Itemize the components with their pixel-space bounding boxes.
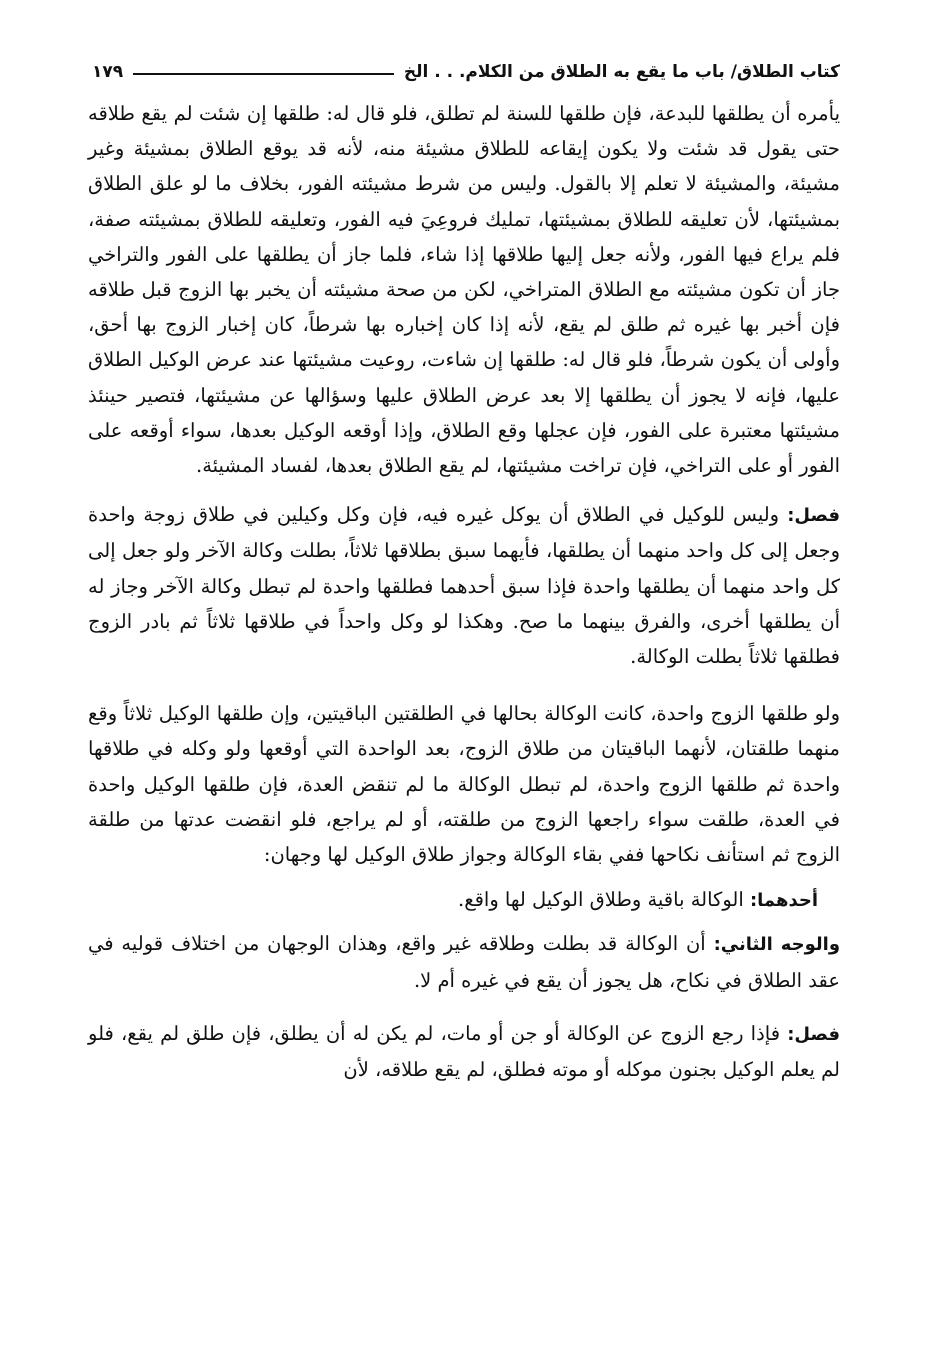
paragraph-text: أن الوكالة قد بطلت وطلاقه غير واقع، وهذان الوجهان من اختلاف قوليه في عقد الطلاق في نكاح، هل يجوز أن يقع في غيره أم لا. xyxy=(88,932,840,992)
paragraph-lead: أحدهما: xyxy=(749,890,818,912)
header-rule xyxy=(133,73,394,75)
paragraph-text: يأمره أن يطلقها للبدعة، فإن طلقها للسنة لم تطلق، فلو قال له: طلقها إن شئت لم يقع طلاقه حتى يقول قد شئت ولا يكون إيقاعه للطلاق مشيئة منه، لأنه قد يوقع الطلاق بمشيئة وغير مشيئة، والمشيئة لا تعلم إلا بالقول. وليس من شرط مشيئته الفور، بخلاف ما لو علق الطلاق بمشيئتها، لأن تعليقه للطلاق بمشيئتها، تمليك فروعِيَ فيه الفور، وتعليقه للطلاق بمشيئته صفة، فلم يراع فيها الفور، ولأنه جعل إليها طلاقها إذا شاء، فلما جاز أن يطلقها على الفور والتراخي جاز أن تكون مشيئته مع الطلاق المتراخي، لكن من صحة مشيئته أن يخبر بها الزوج قبل طلاقه فإن أخبر بها غيره ثم طلق لم يقع، لأنه إذا كان إخباره بها شرطاً، كان إخبار الزوج بها أحق، وأولى أن يكون شرطاً، فلو قال له: طلقها إن شاءت، روعيت مشيئتها عند عرض الوكيل الطلاق عليها، فإنه لا يجوز أن يطلقها إلا بعد عرض الطلاق عليها وسؤالها عن مشيئتها، فتصير حينئذ مشيئتها معتبرة على الفور، فإن عجلها وقع الطلاق، وإذا أوقعه الوكيل بعدها، سواء أوقعه على الفور أو على التراخي، فإن تراخت مشيئتها، لم يقع الطلاق بعدها، لفساد المشيئة. xyxy=(88,102,840,478)
paragraph-fasl-revocation xyxy=(88,1016,840,1087)
paragraph-lead: فصل: xyxy=(787,505,840,527)
paragraph-lead: والوجه الثاني: xyxy=(713,934,841,956)
paragraph-lead: فصل: xyxy=(787,1023,840,1045)
page-header xyxy=(92,52,840,92)
paragraph-text: وليس للوكيل في الطلاق أن يوكل غيره فيه، فإن وكل وكيلين في طلاق زوجة واحدة وجعل إلى كل واحد منهما أن يطلقها، فأيهما سبق بطلاقها ثلاثاً، بطلت وكالة الآخر ولو جعل إلى كل واحد منهما أن يطلقها واحدة فإذا سبق أحدهما فطلقها واحدة لم تبطل وكالة الآخر وجاز له أن يطلقها أخرى، والفرق بينهما ما صح. وهكذا لو وكل واحداً في طلاقها ثلاثاً ثم بادر الزوج فطلقها ثلاثاً بطلت الوكالة. xyxy=(88,503,840,669)
paragraph-second-view xyxy=(88,926,840,997)
page-number: ١٧٩ xyxy=(92,62,124,82)
paragraph-continuation xyxy=(88,96,840,483)
paragraph-text: ولو طلقها الزوج واحدة، كانت الوكالة بحالها في الطلقتين الباقيتين، وإن طلقها الوكيل ثلاثاً وقع منهما طلقتان، لأنهما الباقيتان من طلاق الزوج، بعد الواحدة التي أوقعها ولو وكله في طلاقها واحدة ثم طلقها الزوج واحدة، لم تبطل الوكالة ما لم تنقض العدة، فإن طلقها الوكيل واحدة في العدة، طلقت سواء راجعها الزوج من طلقته، أو لم يراجع، فلو انقضت عدتها من طلقة الزوج ثم استأنف نكاحها ففي بقاء الوكالة وجواز طلاق الوكيل لها وجهان: xyxy=(88,702,840,867)
paragraph-fasl-agent-delegation xyxy=(88,497,840,674)
page-body xyxy=(88,96,840,1087)
paragraph-text: فإذا رجع الزوج عن الوكالة أو جن أو مات، لم يكن له أن يطلق، فإن طلق لم يقع، فلو لم يعلم الوكيل بجنون موكله أو موته فطلق، لم يقع طلاقه، لأن xyxy=(88,1021,840,1082)
paragraph-first-view xyxy=(88,882,840,918)
paragraph-husband-divorce-once xyxy=(88,696,840,872)
running-title: كتاب الطلاق/ باب ما يقع به الطلاق من الكلام. . . الخ xyxy=(403,62,840,82)
paragraph-text: الوكالة باقية وطلاق الوكيل لها واقع. xyxy=(458,888,744,912)
